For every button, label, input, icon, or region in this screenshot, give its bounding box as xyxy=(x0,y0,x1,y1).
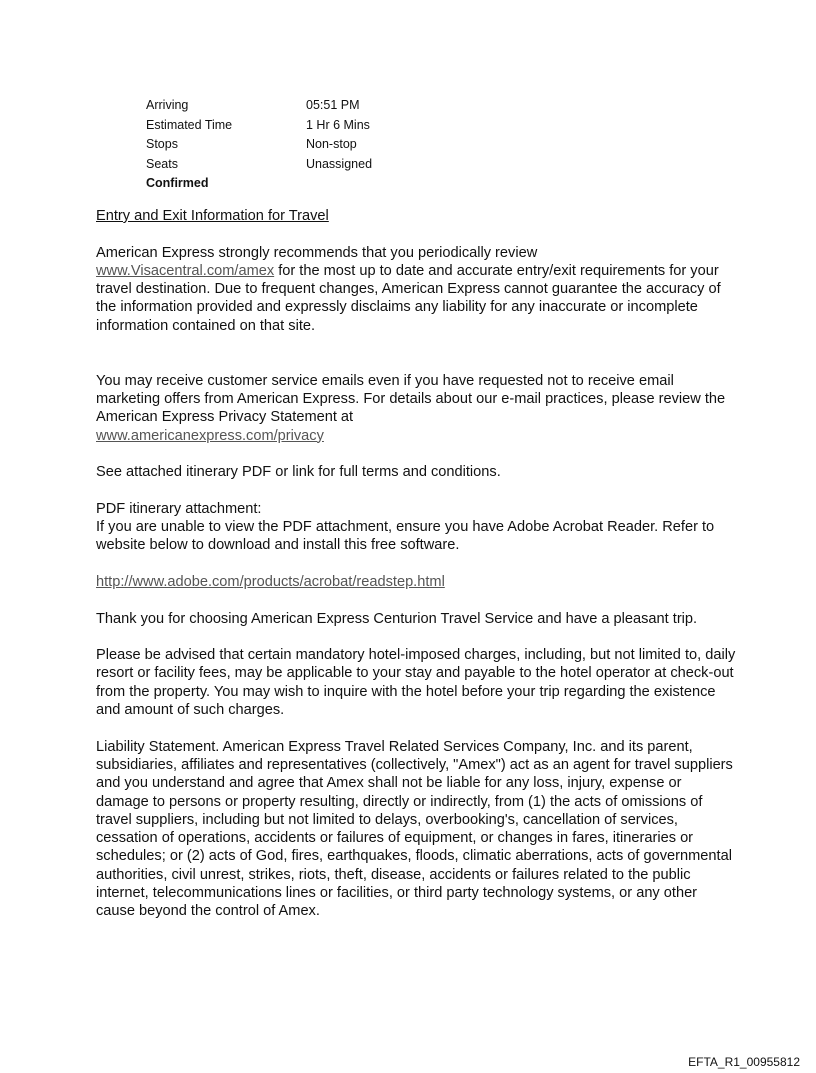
visacentral-link[interactable]: www.Visacentral.com/amex xyxy=(96,262,275,279)
privacy-text: You may receive customer service emails even if you have requested not to receive email marketing offers from American Express. For details about our e-mail practices, please review the American Express Privacy Statement at xyxy=(96,372,726,426)
privacy-link[interactable]: www.americanexpress.com/privacy xyxy=(96,427,324,444)
pdf-text: If you are unable to view the PDF attachment, ensure you have Adobe Acrobat Reader. Refer to website below to download and install this free software. xyxy=(96,519,715,554)
thanks-paragraph: Thank you for choosing American Express Centurion Travel Service and have a pleasant trip. xyxy=(96,610,698,627)
booking-status: Confirmed xyxy=(146,176,209,190)
document-body xyxy=(96,207,736,939)
flight-row-estimated-time xyxy=(146,116,372,136)
flight-value: 1 Hr 6 Mins xyxy=(306,117,370,132)
flight-label: Stops xyxy=(146,137,178,151)
flight-row-arriving xyxy=(146,96,372,116)
flight-label: Seats xyxy=(146,156,178,171)
entry-text-intro: American Express strongly recommends that you periodically review xyxy=(96,244,538,261)
flight-row-seats xyxy=(146,155,372,175)
adobe-link[interactable]: http://www.adobe.com/products/acrobat/readstep.html xyxy=(96,573,445,590)
flight-row-stops xyxy=(146,135,372,155)
document-id: EFTA_R1_00955812 xyxy=(688,1055,800,1069)
flight-value: 05:51 PM xyxy=(306,98,360,112)
entry-exit-heading: Entry and Exit Information for Travel xyxy=(96,208,329,224)
liability-paragraph: Liability Statement. American Express Travel Related Services Company, Inc. and its parent, subsidiaries, affiliates and representatives (collectively, "Amex") act as an agent for travel suppliers and you understand and agree that Amex shall not be liable for any loss, injury, expense or damage to persons or property resulting, directly or indirectly, from (1) the acts of omissions of travel suppliers, including but not limited to delays, overbooking's, cancellation of services, cessation of operations, accidents or failures of equipment, or changes in fares, itineraries or schedules; or (2) acts of God, fires, earthquakes, floods, climatic aberrations, acts of governmental authorities, civil unrest, strikes, riots, theft, disease, accidents or failures related to the public internet, telecommunications lines or facilities, or third party technology systems, or any other cause beyond the control of Amex. xyxy=(96,738,733,920)
adobe-link-paragraph xyxy=(96,573,736,591)
privacy-paragraph xyxy=(96,372,736,445)
attached-note: See attached itinerary PDF or link for full terms and conditions. xyxy=(96,464,501,481)
flight-label: Arriving xyxy=(146,98,189,112)
flight-details xyxy=(146,96,372,194)
hotel-notice-paragraph: Please be advised that certain mandatory hotel-imposed charges, including, but not limited to, daily resort or facility fees, may be applicable to your stay and payable to the hotel operator at check-out from the property. You may wish to inquire with the hotel before your trip regarding the existence and amount of such charges. xyxy=(96,647,736,719)
flight-value: Non-stop xyxy=(306,137,357,151)
pdf-heading: PDF itinerary attachment: xyxy=(96,500,262,517)
pdf-paragraph xyxy=(96,500,736,555)
entry-text-body: for the most up to date and accurate entry/exit requirements for your travel destination. Due to frequent changes, American Express cannot guarantee the accuracy of the information provided and expressly disclaims any liability for any inaccurate or incomplete information contained on that site. xyxy=(96,262,721,334)
entry-exit-paragraph xyxy=(96,244,736,335)
flight-value: Unassigned xyxy=(306,156,373,171)
flight-label: Estimated Time xyxy=(146,117,233,132)
